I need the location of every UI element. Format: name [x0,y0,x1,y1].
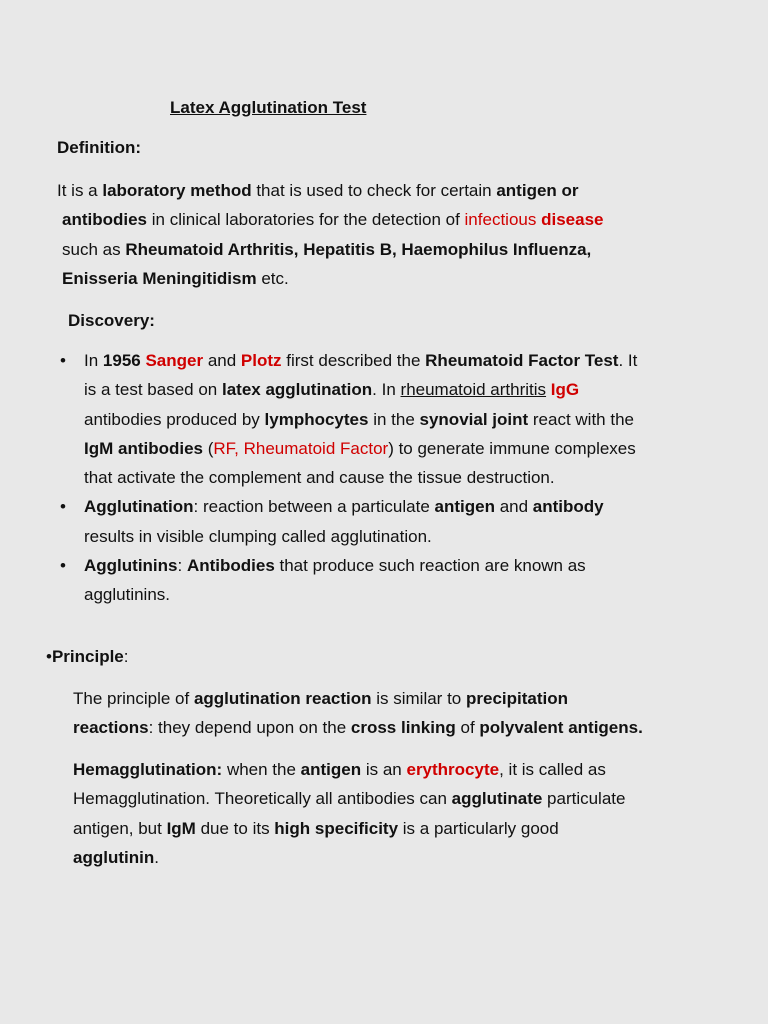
definition-line-1: It is a laboratory method that is used to check for certain antigen or [57,181,579,200]
definition-paragraph [57,176,603,293]
principle-paragraph-2: Hemagglutination: when the antigen is an erythrocyte, it is called as Hemagglutination. Theoretically all antibodies can agglutinate particulate antigen, but IgM due to its high specificity is a particularly good agglutinin. [73,760,626,867]
bullet-icon: • [60,497,66,517]
list-item: • In 1956 Sanger and Plotz first described the Rheumatoid Factor Test. It is a test based on latex agglutination. In rheumatoid arthritis IgG antibodies produced by lymphocytes in the synovial joint react with the IgM antibodies (RF, Rheumatoid Factor) to generate immune complexes that activate the complement and cause the tissue destruction. [60,346,637,492]
definition-line-3: such as Rheumatoid Arthritis, Hepatitis B, Haemophilus Influenza, [62,239,592,259]
definition-line-4: Enisseria Meningitidism etc. [62,268,289,288]
bullet-icon: • [46,647,52,666]
principle-heading: •Principle: [46,647,129,666]
definition-heading: Definition: [57,138,142,157]
bullet-icon: • [60,351,66,370]
document-title: Latex Agglutination Test [170,98,367,117]
discovery-heading: Discovery: [68,311,155,330]
bullet-icon: • [60,556,66,576]
list-item: • Agglutinins: Antibodies that produce such reaction are known as agglutinins. [60,551,637,610]
list-item: • Agglutination: reaction between a particulate antigen and antibody results in visible clumping called agglutination. [60,492,637,551]
definition-line-2: antibodies in clinical laboratories for the detection of infectious disease [62,210,604,230]
principle-paragraph-1: The principle of agglutination reaction is similar to precipitation reactions: they depend upon on the cross linking of polyvalent antigens. [73,689,643,738]
discovery-bullet-list [60,346,637,610]
